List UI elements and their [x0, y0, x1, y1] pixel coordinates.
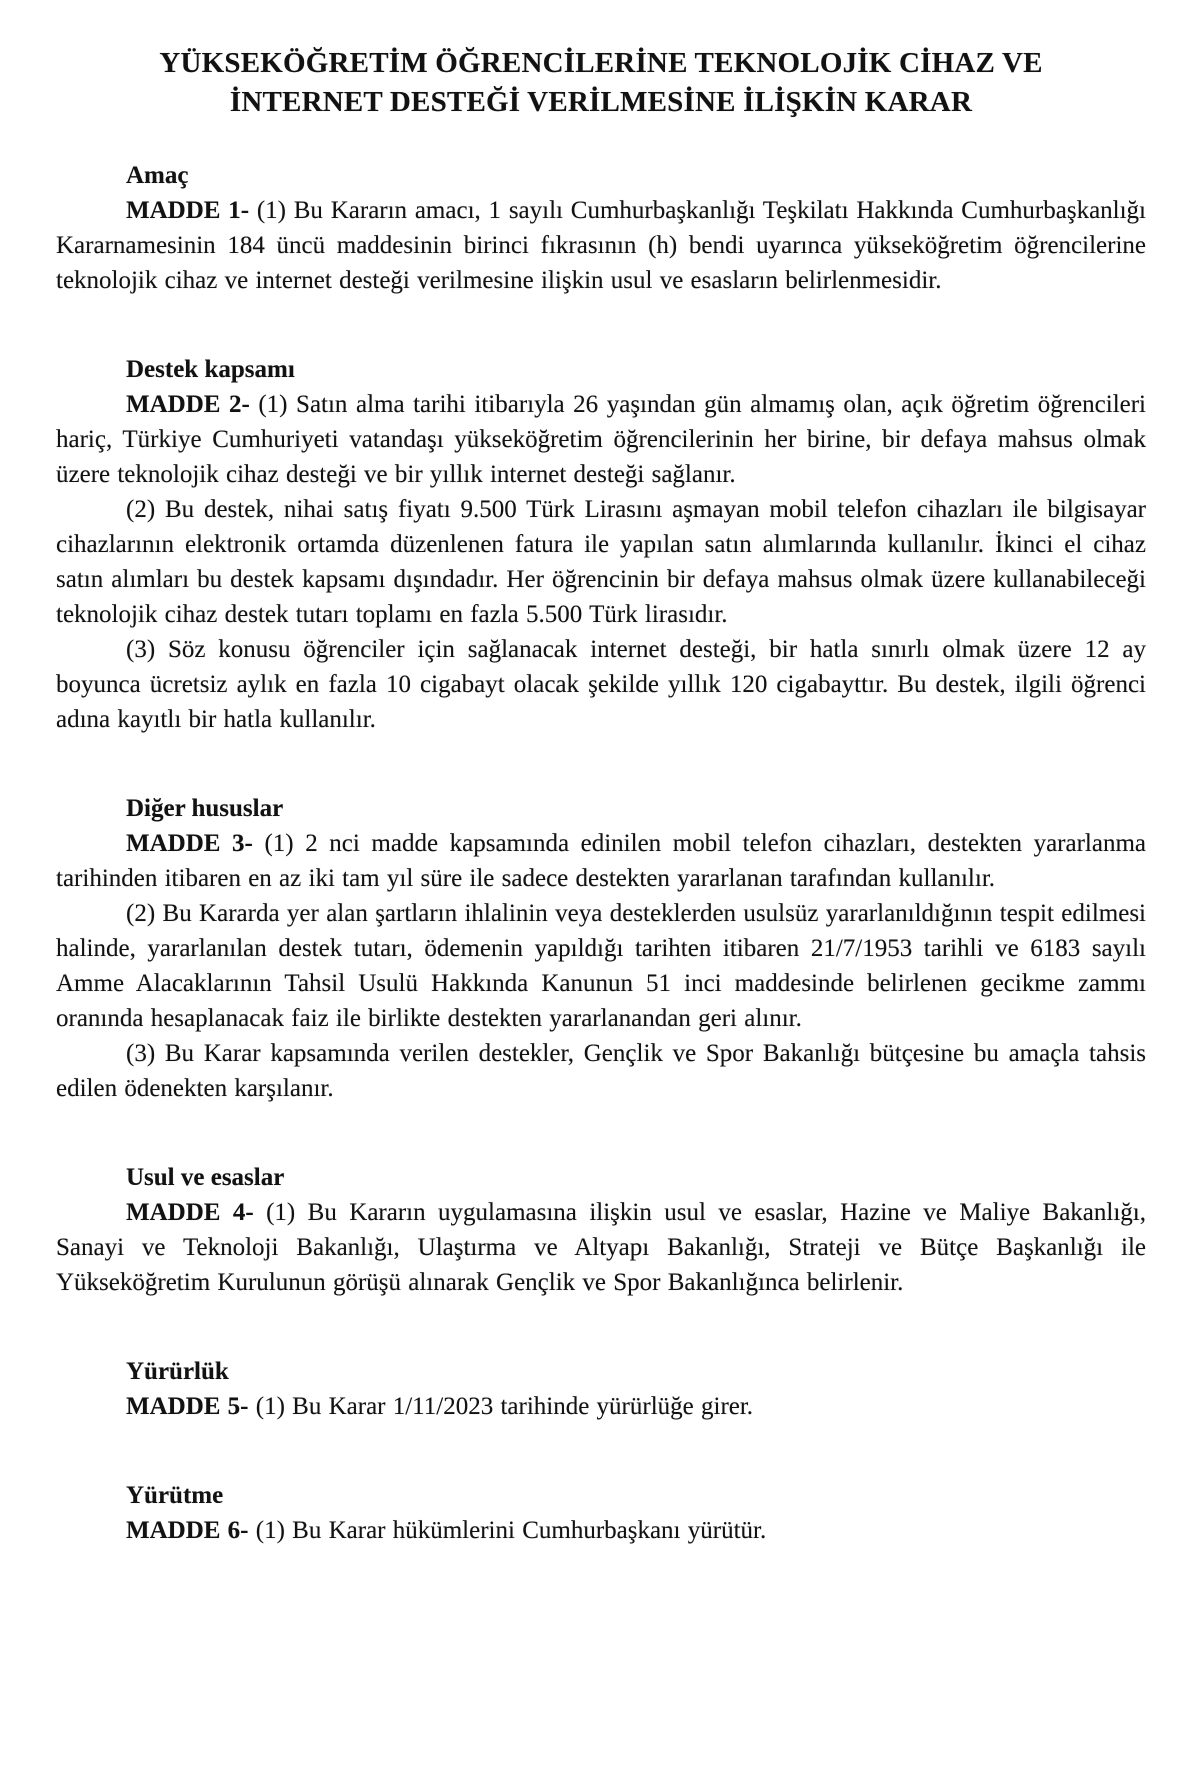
- section-diger-hususlar: [56, 791, 1146, 1106]
- title-line-1: YÜKSEKÖĞRETİM ÖĞRENCİLERİNE TEKNOLOJİK CİHAZ VE: [159, 47, 1043, 79]
- paragraph-text: (1) 2 nci madde kapsamında edinilen mobil telefon cihazları, destekten yararlanma tarihinden itibaren en az iki tam yıl süre ile sadece destekten yararlanan tarafından kullanılır.: [56, 830, 1146, 892]
- madde-label: MADDE 4-: [126, 1199, 254, 1226]
- section-usul-ve-esaslar: [56, 1160, 1146, 1300]
- paragraph: [56, 1036, 1146, 1106]
- paragraph: [56, 193, 1146, 298]
- section-destek-kapsami: [56, 352, 1146, 737]
- section-amac: [56, 158, 1146, 298]
- paragraph-text: (1) Satın alma tarihi itibarıyla 26 yaşından gün almamış olan, açık öğretim öğrencileri hariç, Türkiye Cumhuriyeti vatandaşı yükseköğretim öğrencilerinin her birine, bir defaya mahsus olmak üzere teknolojik cihaz desteği ve bir yıllık internet desteği sağlanır.: [56, 391, 1147, 488]
- madde-label: MADDE 5-: [126, 1393, 249, 1420]
- section-heading: Yürütme: [126, 1482, 224, 1509]
- paragraph: [56, 826, 1146, 896]
- paragraph-text: (1) Bu Kararın amacı, 1 sayılı Cumhurbaşkanlığı Teşkilatı Hakkında Cumhurbaşkanlığı Kararnamesinin 184 üncü maddesinin birinci fıkrasının (h) bendi uyarınca yükseköğretim öğrencilerine teknolojik cihaz ve internet desteği verilmesine ilişkin usul ve esasların belirlenmesidir.: [56, 197, 1146, 294]
- section-heading: Amaç: [126, 162, 189, 189]
- madde-label: MADDE 6-: [126, 1517, 249, 1544]
- section-yurutme: [56, 1478, 1146, 1548]
- paragraph: [56, 896, 1146, 1036]
- section-heading: Yürürlük: [126, 1358, 229, 1385]
- madde-label: MADDE 2-: [126, 391, 250, 418]
- paragraph-text: (1) Bu Karar hükümlerini Cumhurbaşkanı yürütür.: [248, 1517, 767, 1544]
- section-yururluk: [56, 1354, 1146, 1424]
- paragraph: [56, 1389, 1146, 1424]
- paragraph-text: (2) Bu Kararda yer alan şartların ihlalinin veya desteklerden usulsüz yararlanıldığının tespit edilmesi halinde, yararlanılan destek tutarı, ödemenin yapıldığı tarihten itibaren 21/7/1953 tarihli ve 6183 sayılı Amme Alacaklarının Tahsil Usulü Hakkında Kanunun 51 inci maddesinde belirlenen gecikme zammı oranında hesaplanacak faiz ile birlikte destekten yararlanandan geri alınır.: [56, 900, 1146, 1032]
- paragraph: [56, 632, 1146, 737]
- title-line-2: İNTERNET DESTEĞİ VERİLMESİNE İLİŞKİN KARAR: [229, 86, 973, 118]
- paragraph-text: (3) Bu Karar kapsamında verilen destekler, Gençlik ve Spor Bakanlığı bütçesine bu amaçla tahsis edilen ödenekten karşılanır.: [56, 1040, 1146, 1102]
- section-heading: Diğer hususlar: [126, 795, 284, 822]
- paragraph: [56, 492, 1146, 632]
- paragraph-text: (1) Bu Karar 1/11/2023 tarihinde yürürlüğe girer.: [248, 1393, 754, 1420]
- paragraph-text: (3) Söz konusu öğrenciler için sağlanacak internet desteği, bir hatla sınırlı olmak üzere 12 ay boyunca ücretsiz aylık en fazla 10 cigabayt olacak şekilde yıllık 120 cigabayttır. Bu destek, ilgili öğrenci adına kayıtlı bir hatla kullanılır.: [56, 636, 1146, 733]
- paragraph-text: (2) Bu destek, nihai satış fiyatı 9.500 Türk Lirasını aşmayan mobil telefon cihazları ile bilgisayar cihazlarının elektronik ortamda düzenlenen fatura ile yapılan satın alımlarında kullanılır. İkinci el cihaz satın alımları bu destek kapsamı dışındadır. Her öğrencinin bir defaya mahsus olmak üzere kullanabileceği teknolojik cihaz destek tutarı toplamı en fazla 5.500 Türk lirasıdır.: [56, 496, 1146, 628]
- madde-label: MADDE 3-: [126, 830, 253, 857]
- paragraph-text: (1) Bu Kararın uygulamasına ilişkin usul ve esaslar, Hazine ve Maliye Bakanlığı, Sanayi ve Teknoloji Bakanlığı, Ulaştırma ve Altyapı Bakanlığı, Strateji ve Bütçe Başkanlığı ile Yükseköğretim Kurulunun görüşü alınarak Gençlik ve Spor Bakanlığınca belirlenir.: [56, 1199, 1146, 1296]
- section-heading: Usul ve esaslar: [126, 1164, 285, 1191]
- document-title: [56, 44, 1146, 122]
- madde-label: MADDE 1-: [126, 197, 250, 224]
- section-heading: Destek kapsamı: [126, 356, 295, 383]
- paragraph: [56, 1195, 1146, 1300]
- paragraph: [56, 387, 1146, 492]
- paragraph: [56, 1513, 1146, 1548]
